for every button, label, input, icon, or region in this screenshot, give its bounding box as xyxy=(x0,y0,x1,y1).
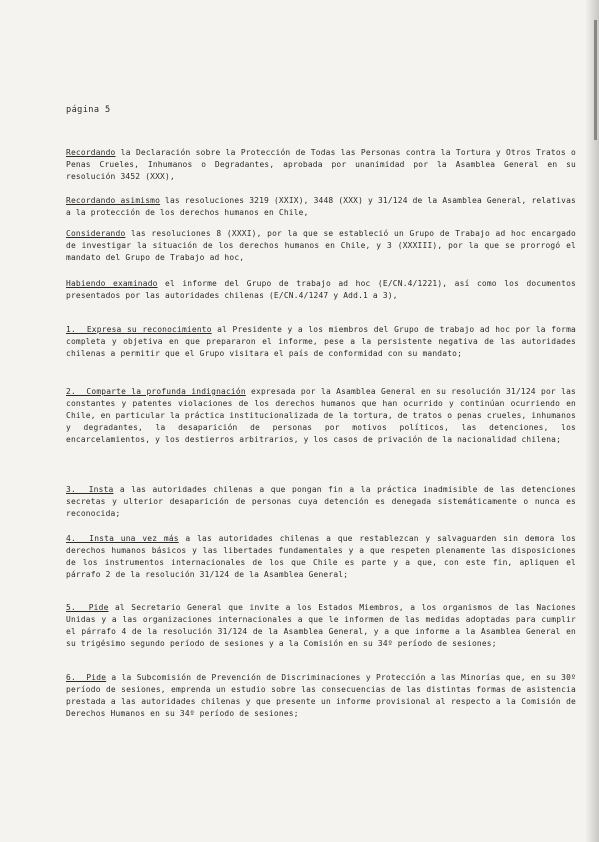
paragraph-lead: Habiendo examinado xyxy=(66,279,158,288)
paragraph-1 xyxy=(66,324,581,360)
paragraph-lead: 3. Insta xyxy=(66,485,114,494)
paragraph-6 xyxy=(66,672,581,720)
paragraph-5 xyxy=(66,602,581,650)
paragraph-lead: Recordando xyxy=(66,148,116,157)
paragraph-2 xyxy=(66,386,581,446)
paragraph-text: a la Subcomisión de Prevención de Discriminaciones y Protección a las Minorías que, en su 30º período de sesiones, emprenda un estudio sobre las consecuencias de las distintas formas de asistencia prestada a las autoridades chilenas y que presente un informe provisional al respecto a la Comisión de Derechos Humanos en su 34º período de sesiones; xyxy=(66,673,581,718)
paragraph-lead: 6. Pide xyxy=(66,673,107,682)
paragraph-text: la Declaración sobre la Protección de Todas las Personas contra la Tortura y Otros Tratos o Penas Crueles, Inhumanos o Degradantes, aprobada por unanimidad por la Asamblea General en su resolución 3452 (XXX), xyxy=(66,148,581,181)
paragraph-lead: 5. Pide xyxy=(66,603,109,612)
paragraph-lead: Recordando asimismo xyxy=(66,196,161,205)
paragraph-3 xyxy=(66,484,581,520)
scan-edge-mark xyxy=(594,20,597,140)
paragraph-text: expresada por la Asamblea General en su resolución 31/124 por las constantes y patentes violaciones de los derechos humanos que han ocurrido y continúan ocurriendo en Chile, en particular la práctica institucionalizada de la tortura, de tratos o penas crueles, inhumanos y degradantes, la desaparición de personas por motivos políticos, las detenciones, los encarcelamientos, y los destierros arbitrarios, y los casos de privación de la nacionalidad chilena; xyxy=(66,387,581,444)
paragraph-4 xyxy=(66,533,581,581)
paragraph-text: al Presidente y a los miembros del Grupo de trabajo ad hoc por la forma completa y objetiva en que prepararon el informe, pese a la persistente negativa de las autoridades chilenas a permitir que el Grupo visitara el país de conformidad con su mandato; xyxy=(66,325,581,358)
paragraph-lead: Considerando xyxy=(66,229,126,238)
paragraph-recordando xyxy=(66,147,581,183)
paragraph-lead: 1. Expresa su reconocimiento xyxy=(66,325,212,334)
paragraph-text: a las autoridades chilenas a que restablezcan y salvaguarden sin demora los derechos humanos básicos y las libertades fundamentales y a que respeten plenamente las disposiciones de los instrumentos internacionales de los que Chile es parte y a que, con este fin, apliquen el párrafo 2 de la resolución 31/124 de la Asamblea General; xyxy=(66,534,581,579)
paragraph-text: a las autoridades chilenas a que pongan fin a la práctica inadmisible de las detenciones secretas y ulterior desaparición de personas cuya detención es denegada sistemáticamente o nunca es reconocida; xyxy=(66,485,581,518)
paragraph-lead: 4. Insta una vez más xyxy=(66,534,179,543)
paragraph-lead: 2. Comparte la profunda indignación xyxy=(66,387,246,396)
paragraph-habiendo-examinado xyxy=(66,278,581,302)
paragraph-text: al Secretario General que invite a los Estados Miembros, a los organismos de las Naciones Unidas y a las organizaciones internacionales a que le informen de las medidas adoptadas para cumplir el párrafo 4 de la resolución 31/124 de la Asamblea General, y a que informe a la Asamblea General en su trigésimo segundo período de sesiones y a la Comisión en su 34º período de sesiones; xyxy=(66,603,581,648)
page-number: página 5 xyxy=(66,105,111,115)
paragraph-text: las resoluciones 3219 (XXIX), 3448 (XXX) y 31/124 de la Asamblea General, relativas a la protección de los derechos humanos en Chile, xyxy=(66,196,581,217)
paragraph-text: el informe del Grupo de trabajo ad hoc (E/CN.4/1221), así como los documentos presentados por las autoridades chilenas (E/CN.4/1247 y Add.1 a 3), xyxy=(66,279,581,300)
paragraph-recordando-asimismo xyxy=(66,195,581,219)
paragraph-text: las resoluciones 8 (XXXI), por la que se estableció un Grupo de Trabajo ad hoc encargado de investigar la situación de los derechos humanos en Chile, y 3 (XXXIII), por la que se prorrogó el mandato del Grupo de Trabajo ad hoc, xyxy=(66,229,581,262)
paragraph-considerando xyxy=(66,228,581,264)
